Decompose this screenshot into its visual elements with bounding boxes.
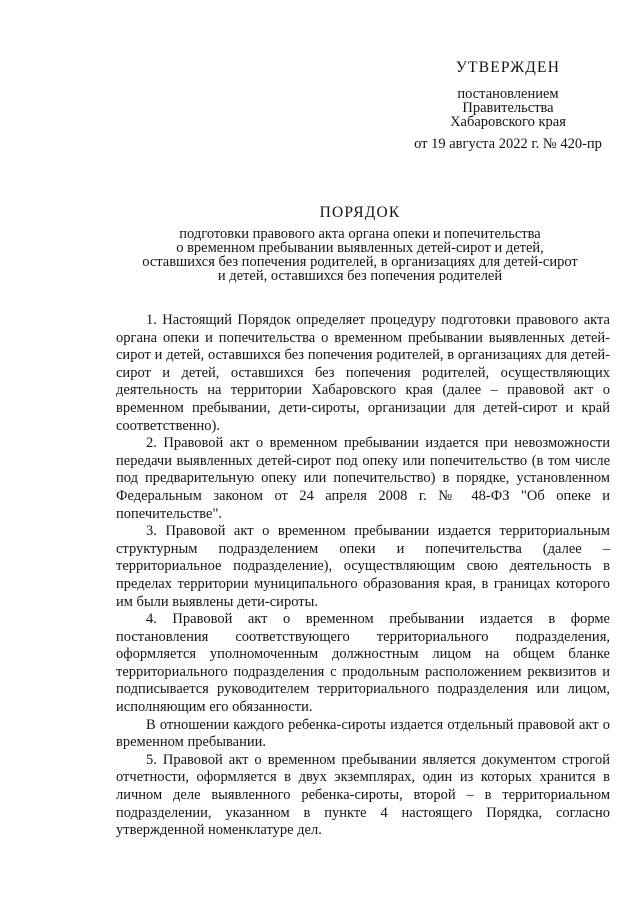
document-title: ПОРЯДОК: [319, 204, 401, 221]
document-subtitle-line: и детей, оставшихся без попечения родителей: [217, 268, 503, 284]
document-subtitle-line: подготовки правового акта органа опеки и попечительства: [179, 226, 541, 242]
paragraph-1: 1. Настоящий Порядок определяет процедуру подготовки правового акта органа опеки и попечительства о временном пребывании выявленных детей-сирот и детей, оставшихся без попечения родителей, в организациях для детей-сирот и детей, оставшихся без попечения родителей, осуществляющих деятельность на территории Хабаровского края (далее – правовой акт о временном пребывании, дети-сироты, организации для детей-сирот и край соответственно).: [116, 312, 610, 434]
document-title-block: [100, 203, 620, 283]
document-body: [116, 312, 610, 840]
approval-line-2: Правительства: [462, 100, 554, 116]
approval-date: от 19 августа 2022 г. № 420-пр: [414, 136, 602, 152]
approval-line-1: постановлением: [457, 86, 559, 102]
approved-heading: УТВЕРЖДЕН: [455, 59, 561, 76]
document-subtitle-line: о временном пребывании выявленных детей-сирот и детей,: [176, 240, 544, 256]
approval-stamp-block: [392, 58, 624, 152]
paragraph-4: 4. Правовой акт о временном пребывании издается в форме постановления соответствующего территориального подразделения, оформляется уполномоченным должностным лицом на общем бланке территориального подразделения с продольным расположением реквизитов и подписывается руководителем территориального подразделения или лицом, исполняющим его обязанности.: [116, 611, 610, 716]
document-subtitle-line: оставшихся без попечения родителей, в организациях для детей-сирот: [142, 254, 578, 270]
paragraph-5: 5. Правовой акт о временном пребывании является документом строгой отчетности, оформляется в двух экземплярах, один из которых хранится в личном деле выявленного ребенка-сироты, второй – в территориальном подразделении, указанном в пункте 4 настоящего Порядка, согласно утвержденной номенклатуре дел.: [116, 751, 610, 839]
paragraph-3: 3. Правовой акт о временном пребывании издается территориальным структурным подразделением опеки и попечительства (далее – территориальное подразделение), осуществляющим свою деятельность в пределах территории муниципального образования края, в границах которого им были выявлены дети-сироты.: [116, 523, 610, 610]
paragraph-2: 2. Правовой акт о временном пребывании издается при невозможности передачи выявленных детей-сирот под опеку или попечительство (в том числе под предварительную опеку или попечительство) в порядке, установленном Федеральным законом от 24 апреля 2008 г. № 48-ФЗ "Об опеке и попечительстве".: [116, 435, 610, 522]
paragraph-4-note: В отношении каждого ребенка-сироты издается отдельный правовой акт о временном пребывании.: [116, 716, 610, 751]
approval-line-3: Хабаровского края: [450, 114, 566, 130]
